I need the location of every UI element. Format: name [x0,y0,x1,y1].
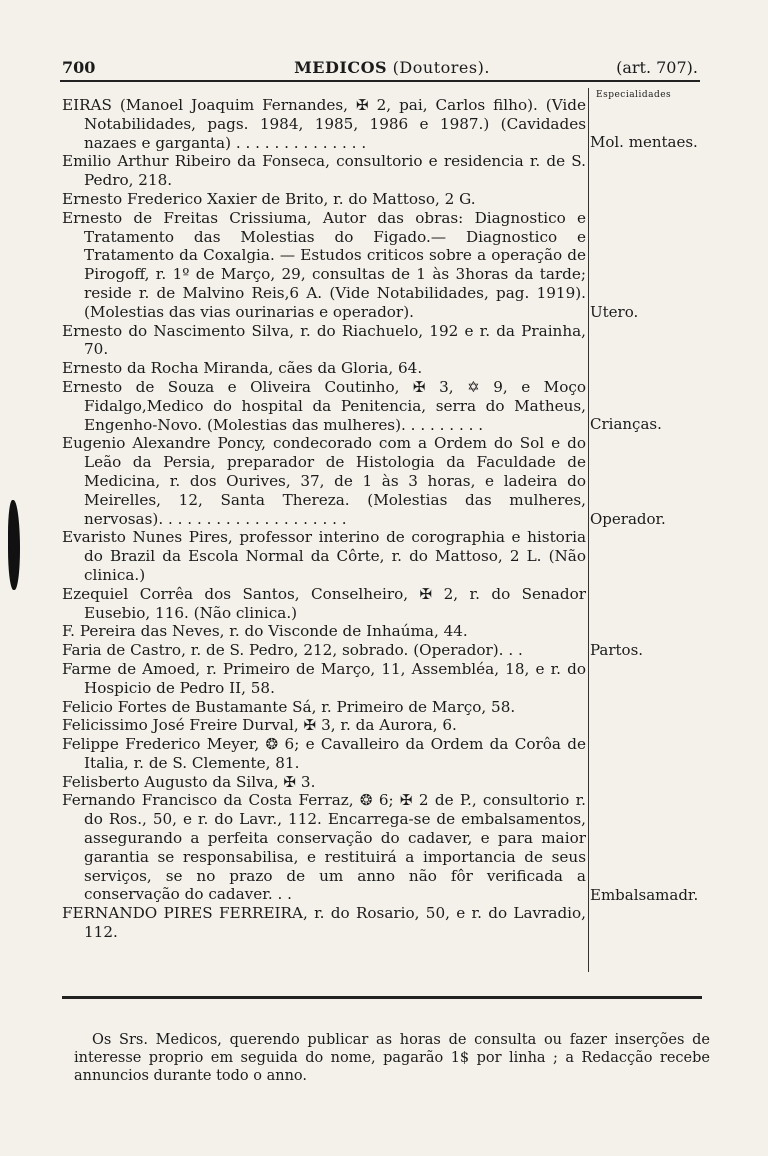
article-reference: (art. 707). [616,58,698,77]
specialty-column-heading: Especialidades [596,90,672,100]
directory-entry [62,791,699,904]
footer-rule [62,996,702,999]
directory-entry [62,322,586,360]
header-rule [60,80,700,82]
column-divider [588,88,589,972]
directory-entry [62,904,586,942]
entry-specialty: Crianças. [590,415,662,434]
entry-text: Evaristo Nunes Pires, professor interino de corographia e historia do Brazil da Escola Normal da Côrte, r. do Mattoso, 2 L. (Não clinica.) [62,528,586,584]
directory-entry [62,585,586,623]
entry-text: Felicio Fortes de Bustamante Sá, r. Primeiro de Março, 58. [62,697,516,716]
entry-text: Ernesto da Rocha Miranda, cães da Gloria, 64. [62,359,423,378]
page-number: 700 [62,58,96,77]
entry-specialty: Utero. [590,302,639,321]
directory-entry [62,528,586,584]
entry-text: Faria de Castro, r. de S. Pedro, 212, sobrado. (Operador). . . [62,641,523,660]
page-title-rest: (Doutores). [387,58,490,77]
entry-specialty: Mol. mentaes. [590,133,698,152]
entry-text: Ernesto do Nascimento Silva, r. do Riachuelo, 192 e r. da Prainha, 70. [62,321,586,359]
directory-entry [62,641,644,660]
directory-entry [62,208,639,322]
entry-text: F. Pereira das Neves, r. do Visconde de Inhaúma, 44. [62,622,468,641]
directory-entry [62,152,586,190]
entry-specialty: Partos. [590,641,644,660]
page-header [62,58,698,78]
entry-text: EIRAS (Manoel Joaquim Fernandes, ✠ 2, pai, Carlos filho). (Vide Notabilidades, pags. 1984, 1985, 1986 e 1987.) (Cavidades nazaes e garganta) . . . . . . . . . . . . . . [62,96,586,152]
entry-list [62,96,699,942]
directory-entry [62,622,586,641]
entry-text: Ezequiel Corrêa dos Santos, Conselheiro, ✠ 2, r. do Senador Eusebio, 116. (Não clinica.) [62,584,586,622]
footer-notice: Os Srs. Medicos, querendo publicar as horas de consulta ou fazer inserções de interesse proprio em seguida do nome, pagarão 1$ por linha ; a Redacção recebe annuncios durante todo o anno. [74,1031,710,1084]
entry-text: Fernando Francisco da Costa Ferraz, ❂ 6; ✠ 2 de P., consultorio r. do Ros., 50, e r. do Lavr., 112. Encarrega-se de embalsamentos, assegurando a perfeita conservação do cadaver, e para maior garantia se responsabilisa, e restituirá a importancia de seus serviços, se no prazo de um anno não fôr verificada a conservação do cadaver. . . [62,791,586,904]
directory-entry [62,660,586,698]
entry-text: Ernesto de Souza e Oliveira Coutinho, ✠ 3, ✡ 9, e Moço Fidalgo,Medico do hospital da Penitencia, serra do Matheus, Engenho-Novo. (Molestias das mulheres). . . . . . . . . [62,377,586,434]
entry-text: Felisberto Augusto da Silva, ✠ 3. [62,772,316,791]
page-title-bold: MEDICOS [294,58,388,77]
entry-text: Farme de Amoed, r. Primeiro de Março, 11, Assembléa, 18, e r. do Hospicio de Pedro II, 58. [62,659,586,697]
directory-entry [62,359,586,378]
margin-mark [8,500,20,590]
entry-specialty: Embalsamadr. [590,885,699,904]
directory-entry [62,716,586,735]
entry-text: Eugenio Alexandre Poncy, condecorado com a Ordem do Sol e do Leão da Persia, preparador de Histologia da Faculdade de Medicina, r. dos Ourives, 37, de 1 às 3 horas, e ladeira do Meirelles, 12, Santa Thereza. (Molestias das mulheres, nervosas). . . . . . . . . . . . . . . . . . . . [62,434,586,528]
directory-entry [62,434,666,528]
directory-entry [62,773,586,792]
entry-text: Felippe Frederico Meyer, ❂ 6; e Cavalleiro da Ordem da Corôa de Italia, r. de S. Clemente, 81. [62,735,586,772]
directory-entry [62,735,586,773]
directory-entry [62,190,586,209]
entry-text: Ernesto de Freitas Crissiuma, Autor das obras: Diagnostico e Tratamento das Molestias do Figado.— Diagnostico e Tratamento da Coxalgia. — Estudos criticos sobre a operação de Pirogoff, r. 1º de Março, 29, consultas de 1 às 3horas da tarde; reside r. de Malvino Reis,6 A. (Vide Notabilidades, pag. 1919). (Molestias das vias ourinarias e operador). [62,208,586,321]
entry-text: Ernesto Frederico Xaxier de Brito, r. do Mattoso, 2 G. [62,189,476,208]
entry-specialty: Operador. [590,509,666,528]
entry-text: Emilio Arthur Ribeiro da Fonseca, consultorio e residencia r. de S. Pedro, 218. [62,152,586,190]
page-title [292,58,492,77]
directory-entry [62,698,586,717]
directory-entry [62,377,662,434]
entry-text: Felicissimo José Freire Durval, ✠ 3, r. da Aurora, 6. [62,716,457,735]
directory-entry [62,96,698,152]
entry-text: FERNANDO PIRES FERREIRA, r. do Rosario, 50, e r. do Lavradio, 112. [62,904,586,942]
